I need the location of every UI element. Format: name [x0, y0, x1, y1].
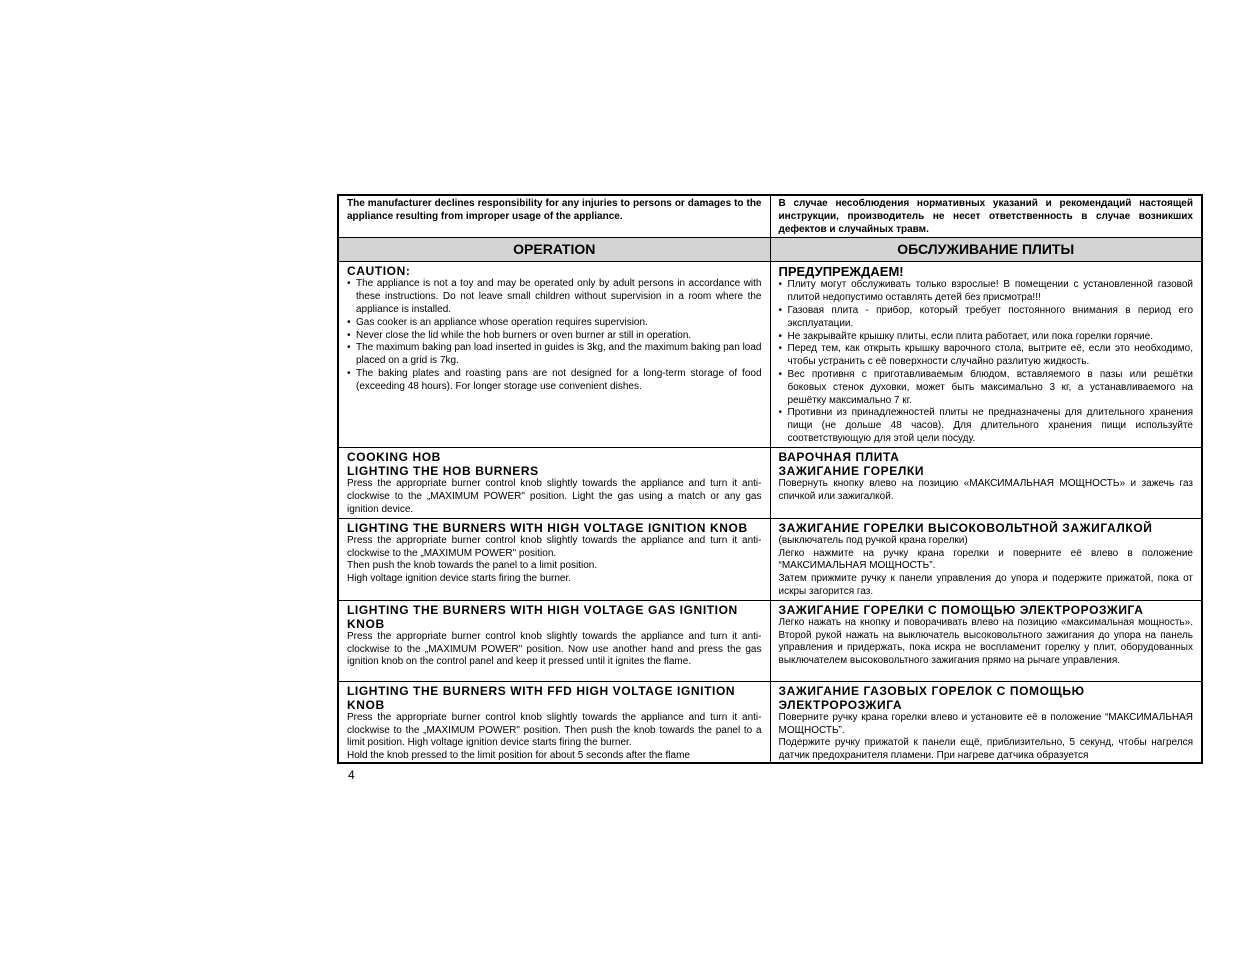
cooking-hob-text-en: Press the appropriate burner control knob slightly towards the appliance and turn it anti-clockwise to the „MAXIMUM POWER" position. Light the gas using a match or any gas ignition device.: [347, 478, 762, 515]
cooking-hob-en: [338, 448, 770, 518]
ffd-knob-line-ru: Поверните ручку крана горелки влево и установите её в положение “МАКСИМАЛЬНАЯ МОЩНОСТЬ”.: [778, 711, 1193, 736]
disclaimer-en: The manufacturer declines responsibility for any injuries to persons or damages to the appliance resulting from improper usage of the appliance.: [338, 195, 770, 238]
hv-knob-line-en: Then push the knob towards the panel to a limit position.: [347, 560, 598, 572]
lighting-hob-title-en: LIGHTING THE HOB BURNERS: [347, 464, 539, 479]
ffd-knob-ru-clip: [779, 684, 1194, 761]
section-header-ru: ОБСЛУЖИВАНИЕ ПЛИТЫ: [770, 238, 1202, 262]
page-number: 4: [348, 768, 355, 782]
cooking-hob-text-ru: Повернуть кнопку влево на позицию «МАКСИМАЛЬНАЯ МОЩНОСТЬ» и зажечь газ спичкой или зажигалкой.: [778, 478, 1193, 503]
caution-item-ru: • Вес противня с приготавливаемым блюдом, вставляемого в пазы или решётки боковых стенок духовки, может быть максимально 3 кг, а устанавливаемого на решётку максимально 7 кг.: [779, 369, 1194, 407]
hv-knob-line-ru: (выключатель под ручкой крана горелки): [778, 534, 968, 546]
disclaimer-row: [338, 195, 1202, 238]
caution-en: [338, 262, 770, 448]
hv-knob-line-ru: Легко нажмите на ручку крана горелки и поверните её влево в положение “МАКСИМАЛЬНАЯ МОЩНОСТЬ”.: [778, 547, 1193, 572]
hv-gas-knob-ru: [770, 600, 1202, 681]
ffd-knob-line-en: Press the appropriate burner control knob slightly towards the appliance and turn it anti-clockwise to the „MAXIMUM POWER" position. Then push the knob towards the panel to a limit position. High voltage ignition device starts firing the burner.: [347, 711, 762, 749]
caution-item-ru: • Газовая плита - прибор, который требует постоянного внимания в период его эксплуатации.: [779, 305, 1194, 331]
ffd-knob-ru: [770, 681, 1202, 763]
ffd-knob-en-clip: [347, 684, 762, 761]
caution-item-ru: • Плиту могут обслуживать только взрослые! В помещении с установленной газовой плитой недопустимо оставлять детей без присмотра!!!: [779, 279, 1194, 305]
caution-ru: [770, 262, 1202, 448]
cooking-hob-ru: [770, 448, 1202, 518]
hv-gas-knob-title-ru: ЗАЖИГАНИЕ ГОРЕЛКИ С ПОМОЩЬЮ ЭЛЕКТРОРОЗЖИГА: [778, 602, 1144, 617]
caution-item-ru: • Не закрывайте крышку плиты, если плита работает, или пока горелки горячие.: [779, 331, 1194, 344]
cooking-hob-title-en: COOKING HOB: [347, 450, 441, 465]
ffd-knob-line-ru: Подержите ручку прижатой к панели ещё, приблизительно, 5 секунд, чтобы нагрелся датчик предохранителя пламени. При нагреве датчика образуется: [778, 737, 1193, 761]
section-header-en: OPERATION: [338, 238, 770, 262]
hv-knob-en: [338, 518, 770, 600]
hv-knob-title-ru: ЗАЖИГАНИЕ ГОРЕЛКИ ВЫСОКОВОЛЬТНОЙ ЗАЖИГАЛКОЙ: [778, 520, 1153, 535]
hv-gas-knob-row: [338, 600, 1202, 681]
caution-row: [338, 262, 1202, 448]
manual-page-table: [337, 194, 1203, 764]
ffd-knob-en: [338, 681, 770, 763]
caution-item-en: • The appliance is not a toy and may be operated only by adult persons in accordance with these instructions. Do not leave small children without supervision in a room where the appliance is installed.: [347, 278, 762, 316]
hv-knob-ru: [770, 518, 1202, 600]
disclaimer-ru: В случае несоблюдения нормативных указаний и рекомендаций настоящей инструкции, производитель не несет ответственность в случае возникших дефектов и случайных травм.: [770, 195, 1202, 238]
hv-knob-line-ru: Затем прижмите ручку к панели управления до упора и подержите прижатой, пока от искры загорится газ.: [778, 573, 1193, 597]
caution-title-en: CAUTION:: [347, 264, 411, 279]
ffd-knob-title-en: LIGHTING THE BURNERS WITH FFD HIGH VOLTAGE IGNITION KNOB: [347, 683, 736, 712]
lighting-hob-title-ru: ЗАЖИГАНИЕ ГОРЕЛКИ: [778, 464, 925, 479]
hv-gas-knob-text-ru: Легко нажать на кнопку и поворачивать влево на позицию «максимальная мощность». Второй рукой нажать на выключатель высоковольтного зажигания до упора на панель управления и придержать, пока искра не воспламенит горелку у плит, оборудованных выключателем высоковольтного зажигания прямо на рычаге управления.: [778, 616, 1193, 667]
caution-item-en: • The maximum baking pan load inserted in guides is 3kg, and the maximum baking pan load placed on a grid is 7kg.: [347, 342, 762, 368]
ffd-knob-row: [338, 681, 1202, 763]
section-header-row: [338, 238, 1202, 262]
caution-item-ru: • Противни из принадлежностей плиты не предназначены для длительного хранения пищи (не дольше 48 часов). Для длительного хранения пищи используйте соответствующую для этой цели посуду.: [779, 407, 1194, 445]
ffd-knob-line-en: Hold the knob pressed to the limit position for about 5 seconds after the flame: [347, 750, 690, 761]
caution-list-ru: [779, 279, 1194, 445]
hv-knob-line-en: High voltage ignition device starts firing the burner.: [347, 573, 572, 585]
caution-item-en: • Never close the lid while the hob burners or oven burner ar still in operation.: [347, 330, 762, 343]
hv-gas-knob-en: [338, 600, 770, 681]
hv-knob-title-en: LIGHTING THE BURNERS WITH HIGH VOLTAGE IGNITION KNOB: [347, 520, 748, 535]
hv-gas-knob-title-en: LIGHTING THE BURNERS WITH HIGH VOLTAGE GAS IGNITION KNOB: [347, 602, 738, 631]
caution-item-ru: • Перед тем, как открыть крышку варочного стола, вытрите её, если это необходимо, чтобы устранить с её поверхности случайно разлитую жидкость.: [779, 343, 1194, 369]
caution-item-en: • The baking plates and roasting pans are not designed for a long-term storage of food (exceeding 48 hours). For longer storage use convenient dishes.: [347, 368, 762, 394]
ffd-knob-title-ru: ЗАЖИГАНИЕ ГАЗОВЫХ ГОРЕЛОК С ПОМОЩЬЮ ЭЛЕКТРОРОЗЖИГА: [778, 683, 1085, 712]
caution-list-en: [347, 278, 762, 393]
caution-item-en: • Gas cooker is an appliance whose operation requires supervision.: [347, 317, 762, 330]
hv-knob-row: [338, 518, 1202, 600]
hv-gas-knob-text-en: Press the appropriate burner control knob slightly towards the appliance and turn it anti-clockwise to the „MAXIMUM POWER" position. Now use another hand and press the gas ignition knob on the control panel and keep it pressed until it ignites the flame.: [347, 630, 762, 668]
cooking-hob-title-ru: ВАРОЧНАЯ ПЛИТА: [778, 450, 900, 465]
cooking-hob-row: [338, 448, 1202, 518]
caution-title-ru: ПРЕДУПРЕЖДАЕМ!: [778, 264, 904, 280]
hv-knob-line-en: Press the appropriate burner control knob slightly towards the appliance and turn it anti-clockwise to the „MAXIMUM POWER" position.: [347, 534, 762, 559]
